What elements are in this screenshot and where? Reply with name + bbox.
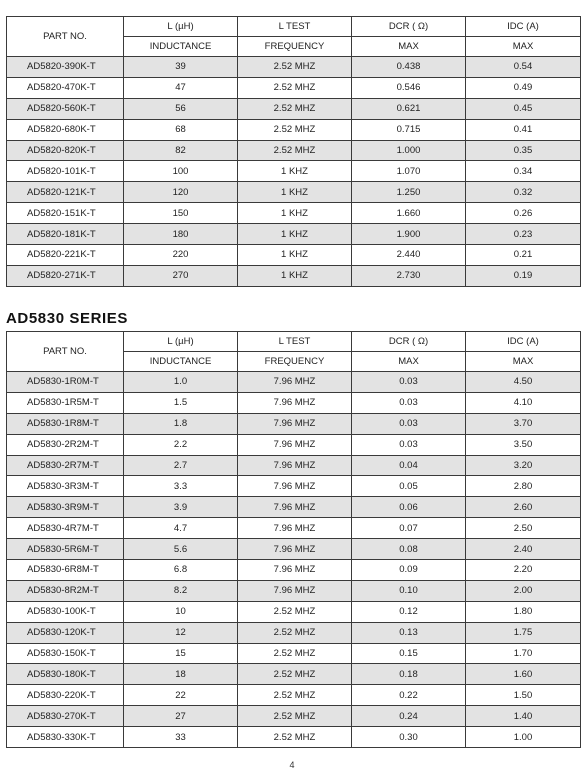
cell-idc: 0.19 — [466, 265, 581, 286]
cell-test-frequency: 7.96 MHZ — [238, 518, 352, 539]
table-header-row — [7, 17, 581, 37]
table-row — [7, 580, 581, 601]
cell-test-frequency: 1 KHZ — [238, 203, 352, 224]
cell-idc: 0.35 — [466, 140, 581, 161]
cell-test-frequency: 1 KHZ — [238, 245, 352, 266]
cell-test-frequency: 1 KHZ — [238, 161, 352, 182]
cell-test-frequency: 2.52 MHZ — [238, 727, 352, 748]
header-inductance-unit: L (µH) — [124, 332, 238, 352]
cell-part-no: AD5830-1R0M-T — [7, 372, 124, 393]
cell-dcr: 2.730 — [352, 265, 466, 286]
cell-part-no: AD5820-390K-T — [7, 57, 124, 78]
cell-part-no: AD5820-820K-T — [7, 140, 124, 161]
cell-part-no: AD5830-270K-T — [7, 706, 124, 727]
table-row — [7, 560, 581, 581]
header-dcr-unit: DCR ( Ω) — [352, 17, 466, 37]
table-row — [7, 727, 581, 748]
cell-dcr: 0.04 — [352, 455, 466, 476]
cell-test-frequency: 2.52 MHZ — [238, 601, 352, 622]
cell-inductance: 6.8 — [124, 560, 238, 581]
cell-idc: 1.50 — [466, 685, 581, 706]
table-row — [7, 601, 581, 622]
cell-dcr: 1.250 — [352, 182, 466, 203]
cell-dcr: 0.03 — [352, 413, 466, 434]
cell-inductance: 56 — [124, 98, 238, 119]
cell-dcr: 0.03 — [352, 434, 466, 455]
cell-part-no: AD5830-330K-T — [7, 727, 124, 748]
cell-part-no: AD5820-151K-T — [7, 203, 124, 224]
table-row — [7, 245, 581, 266]
table-header-row — [7, 332, 581, 352]
cell-dcr: 0.22 — [352, 685, 466, 706]
header-dcr-max: MAX — [352, 352, 466, 372]
table-row — [7, 685, 581, 706]
cell-test-frequency: 2.52 MHZ — [238, 140, 352, 161]
cell-dcr: 0.03 — [352, 372, 466, 393]
table-row — [7, 203, 581, 224]
cell-test-frequency: 1 KHZ — [238, 224, 352, 245]
cell-part-no: AD5830-1R8M-T — [7, 413, 124, 434]
header-idc-unit: IDC (A) — [466, 332, 581, 352]
cell-part-no: AD5820-470K-T — [7, 77, 124, 98]
cell-part-no: AD5830-8R2M-T — [7, 580, 124, 601]
cell-part-no: AD5830-1R5M-T — [7, 392, 124, 413]
cell-inductance: 27 — [124, 706, 238, 727]
cell-test-frequency: 2.52 MHZ — [238, 98, 352, 119]
cell-inductance: 3.3 — [124, 476, 238, 497]
cell-part-no: AD5830-2R7M-T — [7, 455, 124, 476]
cell-part-no: AD5830-120K-T — [7, 622, 124, 643]
cell-test-frequency: 7.96 MHZ — [238, 580, 352, 601]
table-body — [7, 372, 581, 748]
cell-idc: 2.80 — [466, 476, 581, 497]
header-inductance: INDUCTANCE — [124, 37, 238, 57]
cell-test-frequency: 2.52 MHZ — [238, 77, 352, 98]
table-row — [7, 643, 581, 664]
cell-part-no: AD5820-221K-T — [7, 245, 124, 266]
cell-idc: 2.00 — [466, 580, 581, 601]
header-frequency: FREQUENCY — [238, 352, 352, 372]
cell-part-no: AD5820-680K-T — [7, 119, 124, 140]
cell-dcr: 0.30 — [352, 727, 466, 748]
cell-test-frequency: 2.52 MHZ — [238, 643, 352, 664]
cell-idc: 1.00 — [466, 727, 581, 748]
cell-part-no: AD5830-2R2M-T — [7, 434, 124, 455]
cell-test-frequency: 1 KHZ — [238, 182, 352, 203]
table-row — [7, 497, 581, 518]
cell-idc: 0.21 — [466, 245, 581, 266]
cell-dcr: 0.12 — [352, 601, 466, 622]
cell-part-no: AD5830-5R6M-T — [7, 539, 124, 560]
spec-table-ad5820 — [6, 16, 581, 287]
series-title: AD5830 SERIES — [6, 310, 129, 327]
cell-dcr: 0.13 — [352, 622, 466, 643]
table-row — [7, 77, 581, 98]
cell-inductance: 220 — [124, 245, 238, 266]
cell-idc: 3.70 — [466, 413, 581, 434]
header-idc-unit: IDC (A) — [466, 17, 581, 37]
header-inductance-unit: L (µH) — [124, 17, 238, 37]
header-part-no: PART NO. — [7, 332, 124, 372]
cell-test-frequency: 2.52 MHZ — [238, 622, 352, 643]
cell-test-frequency: 7.96 MHZ — [238, 539, 352, 560]
cell-inductance: 39 — [124, 57, 238, 78]
spec-table-ad5830 — [6, 331, 581, 748]
cell-part-no: AD5830-220K-T — [7, 685, 124, 706]
cell-inductance: 15 — [124, 643, 238, 664]
cell-inductance: 2.2 — [124, 434, 238, 455]
cell-inductance: 33 — [124, 727, 238, 748]
cell-inductance: 8.2 — [124, 580, 238, 601]
cell-inductance: 12 — [124, 622, 238, 643]
table-row — [7, 413, 581, 434]
cell-test-frequency: 2.52 MHZ — [238, 119, 352, 140]
table-body — [7, 57, 581, 287]
cell-idc: 0.45 — [466, 98, 581, 119]
cell-idc: 0.26 — [466, 203, 581, 224]
cell-dcr: 1.070 — [352, 161, 466, 182]
cell-part-no: AD5830-3R3M-T — [7, 476, 124, 497]
cell-inductance: 150 — [124, 203, 238, 224]
cell-part-no: AD5820-101K-T — [7, 161, 124, 182]
cell-inductance: 4.7 — [124, 518, 238, 539]
cell-dcr: 0.438 — [352, 57, 466, 78]
cell-test-frequency: 2.52 MHZ — [238, 57, 352, 78]
cell-dcr: 0.09 — [352, 560, 466, 581]
table-row — [7, 706, 581, 727]
cell-dcr: 0.715 — [352, 119, 466, 140]
cell-test-frequency: 7.96 MHZ — [238, 560, 352, 581]
cell-inductance: 10 — [124, 601, 238, 622]
header-idc-max: MAX — [466, 37, 581, 57]
cell-test-frequency: 7.96 MHZ — [238, 497, 352, 518]
cell-test-frequency: 2.52 MHZ — [238, 706, 352, 727]
cell-part-no: AD5830-180K-T — [7, 664, 124, 685]
cell-idc: 0.32 — [466, 182, 581, 203]
cell-idc: 1.75 — [466, 622, 581, 643]
cell-part-no: AD5830-6R8M-T — [7, 560, 124, 581]
cell-part-no: AD5820-121K-T — [7, 182, 124, 203]
cell-dcr: 0.621 — [352, 98, 466, 119]
cell-part-no: AD5830-3R9M-T — [7, 497, 124, 518]
cell-inductance: 18 — [124, 664, 238, 685]
cell-idc: 0.23 — [466, 224, 581, 245]
cell-inductance: 3.9 — [124, 497, 238, 518]
header-l-test: L TEST — [238, 332, 352, 352]
cell-test-frequency: 7.96 MHZ — [238, 372, 352, 393]
cell-dcr: 0.15 — [352, 643, 466, 664]
table-row — [7, 57, 581, 78]
cell-test-frequency: 1 KHZ — [238, 265, 352, 286]
cell-dcr: 0.08 — [352, 539, 466, 560]
cell-part-no: AD5830-150K-T — [7, 643, 124, 664]
cell-dcr: 1.000 — [352, 140, 466, 161]
header-frequency: FREQUENCY — [238, 37, 352, 57]
cell-inductance: 1.8 — [124, 413, 238, 434]
cell-part-no: AD5830-4R7M-T — [7, 518, 124, 539]
cell-dcr: 0.07 — [352, 518, 466, 539]
header-part-no: PART NO. — [7, 17, 124, 57]
cell-inductance: 82 — [124, 140, 238, 161]
cell-part-no: AD5820-181K-T — [7, 224, 124, 245]
cell-test-frequency: 2.52 MHZ — [238, 664, 352, 685]
table-row — [7, 476, 581, 497]
cell-idc: 1.60 — [466, 664, 581, 685]
table-row — [7, 98, 581, 119]
cell-dcr: 0.24 — [352, 706, 466, 727]
cell-idc: 0.54 — [466, 57, 581, 78]
table-row — [7, 119, 581, 140]
cell-dcr: 0.03 — [352, 392, 466, 413]
cell-idc: 0.41 — [466, 119, 581, 140]
cell-test-frequency: 7.96 MHZ — [238, 392, 352, 413]
table-row — [7, 224, 581, 245]
cell-inductance: 68 — [124, 119, 238, 140]
cell-test-frequency: 7.96 MHZ — [238, 434, 352, 455]
cell-part-no: AD5820-271K-T — [7, 265, 124, 286]
cell-idc: 2.60 — [466, 497, 581, 518]
table-row — [7, 455, 581, 476]
cell-inductance: 1.5 — [124, 392, 238, 413]
cell-dcr: 0.546 — [352, 77, 466, 98]
header-l-test: L TEST — [238, 17, 352, 37]
cell-idc: 2.40 — [466, 539, 581, 560]
table-row — [7, 182, 581, 203]
cell-inductance: 5.6 — [124, 539, 238, 560]
cell-dcr: 1.660 — [352, 203, 466, 224]
cell-inductance: 120 — [124, 182, 238, 203]
cell-dcr: 1.900 — [352, 224, 466, 245]
cell-idc: 2.20 — [466, 560, 581, 581]
cell-dcr: 2.440 — [352, 245, 466, 266]
table-row — [7, 518, 581, 539]
table-row — [7, 161, 581, 182]
cell-part-no: AD5820-560K-T — [7, 98, 124, 119]
cell-inductance: 47 — [124, 77, 238, 98]
header-inductance: INDUCTANCE — [124, 352, 238, 372]
table-row — [7, 664, 581, 685]
page-number: 4 — [289, 760, 295, 770]
cell-part-no: AD5830-100K-T — [7, 601, 124, 622]
cell-inductance: 270 — [124, 265, 238, 286]
cell-idc: 4.50 — [466, 372, 581, 393]
table-row — [7, 372, 581, 393]
table-row — [7, 140, 581, 161]
cell-idc: 3.50 — [466, 434, 581, 455]
table-row — [7, 622, 581, 643]
cell-idc: 2.50 — [466, 518, 581, 539]
cell-inductance: 2.7 — [124, 455, 238, 476]
cell-test-frequency: 7.96 MHZ — [238, 476, 352, 497]
cell-test-frequency: 7.96 MHZ — [238, 455, 352, 476]
cell-test-frequency: 2.52 MHZ — [238, 685, 352, 706]
cell-idc: 3.20 — [466, 455, 581, 476]
cell-idc: 0.34 — [466, 161, 581, 182]
cell-inductance: 1.0 — [124, 372, 238, 393]
header-dcr-unit: DCR ( Ω) — [352, 332, 466, 352]
cell-inductance: 22 — [124, 685, 238, 706]
cell-inductance: 180 — [124, 224, 238, 245]
cell-idc: 1.80 — [466, 601, 581, 622]
cell-idc: 0.49 — [466, 77, 581, 98]
cell-dcr: 0.06 — [352, 497, 466, 518]
table-row — [7, 539, 581, 560]
header-dcr-max: MAX — [352, 37, 466, 57]
cell-idc: 4.10 — [466, 392, 581, 413]
cell-idc: 1.70 — [466, 643, 581, 664]
cell-dcr: 0.18 — [352, 664, 466, 685]
cell-inductance: 100 — [124, 161, 238, 182]
header-idc-max: MAX — [466, 352, 581, 372]
cell-dcr: 0.10 — [352, 580, 466, 601]
cell-dcr: 0.05 — [352, 476, 466, 497]
cell-test-frequency: 7.96 MHZ — [238, 413, 352, 434]
table-row — [7, 434, 581, 455]
table-row — [7, 392, 581, 413]
table-row — [7, 265, 581, 286]
cell-idc: 1.40 — [466, 706, 581, 727]
